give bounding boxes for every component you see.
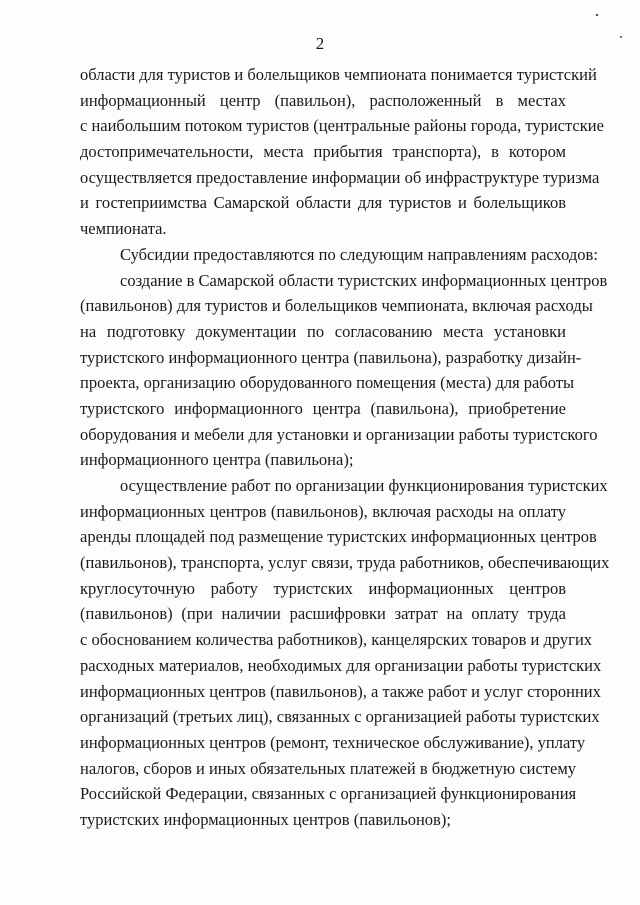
text-line: чемпионата. <box>80 219 167 239</box>
text-line: информационных центров (павильонов), а также работ и услуг сторонних <box>80 681 601 701</box>
text-line: информационного центра (павильона); <box>80 450 354 470</box>
text-line: достопримечательности, места прибытия транспорта), в котором <box>80 142 566 162</box>
text-line: круглосуточную работу туристских информационных центров <box>80 578 566 598</box>
text-line: аренды площадей под размещение туристских информационных центров <box>80 527 597 547</box>
text-line: с наибольшим потоком туристов (центральные районы города, туристские <box>80 116 604 136</box>
scan-speck <box>620 36 622 38</box>
text-line: Российской Федерации, связанных с организацией функционирования <box>80 784 577 804</box>
text-line: области для туристов и болельщиков чемпионата понимается туристский <box>80 65 597 84</box>
text-line: туристского информационного центра (павильона), разработку дизайн- <box>80 347 582 367</box>
text-line: с обоснованием количества работников), канцелярских товаров и других <box>80 630 593 650</box>
text-line: на подготовку документации по согласованию места установки <box>80 321 566 341</box>
scan-speck <box>596 14 599 17</box>
text-line: (павильонов) для туристов и болельщиков чемпионата, включая расходы <box>80 296 593 316</box>
text-line: информационных центров (ремонт, техническое обслуживание), уплату <box>80 732 586 752</box>
text-line: и гостеприимства Самарской области для туристов и болельщиков <box>80 193 566 213</box>
document-body <box>80 62 610 833</box>
text-line: проекта, организацию оборудованного помещения (места) для работы <box>80 373 575 393</box>
paragraph-first-line: осуществление работ по организации функционирования туристских <box>120 476 608 495</box>
text-line: осуществляется предоставление информации об инфраструктуре туризма <box>80 167 600 187</box>
text-line: туристского информационного центра (павильона), приобретение <box>80 398 566 418</box>
text-line: информационных центров (павильонов), включая расходы на оплату <box>80 501 566 521</box>
text-line: (павильонов), транспорта, услуг связи, труда работников, обеспечивающих <box>80 553 610 573</box>
text-line: туристских информационных центров (павильонов); <box>80 809 451 829</box>
text-line: оборудования и мебели для установки и организации работы туристского <box>80 424 598 444</box>
text-line: информационный центр (павильон), расположенный в местах <box>80 90 566 110</box>
text-line: (павильонов) (при наличии расшифровки затрат на оплату труда <box>80 604 566 624</box>
paragraph-first-line: Субсидии предоставляются по следующим направлениям расходов: <box>120 244 598 264</box>
page-number: 2 <box>315 34 325 53</box>
paragraph-first-line: создание в Самарской области туристских информационных центров <box>120 270 608 290</box>
text-line: расходных материалов, необходимых для организации работы туристских <box>80 655 602 675</box>
text-line: налогов, сборов и иных обязательных платежей в бюджетную систему <box>80 758 577 778</box>
text-line: организаций (третьих лиц), связанных с организацией работы туристских <box>80 707 600 727</box>
